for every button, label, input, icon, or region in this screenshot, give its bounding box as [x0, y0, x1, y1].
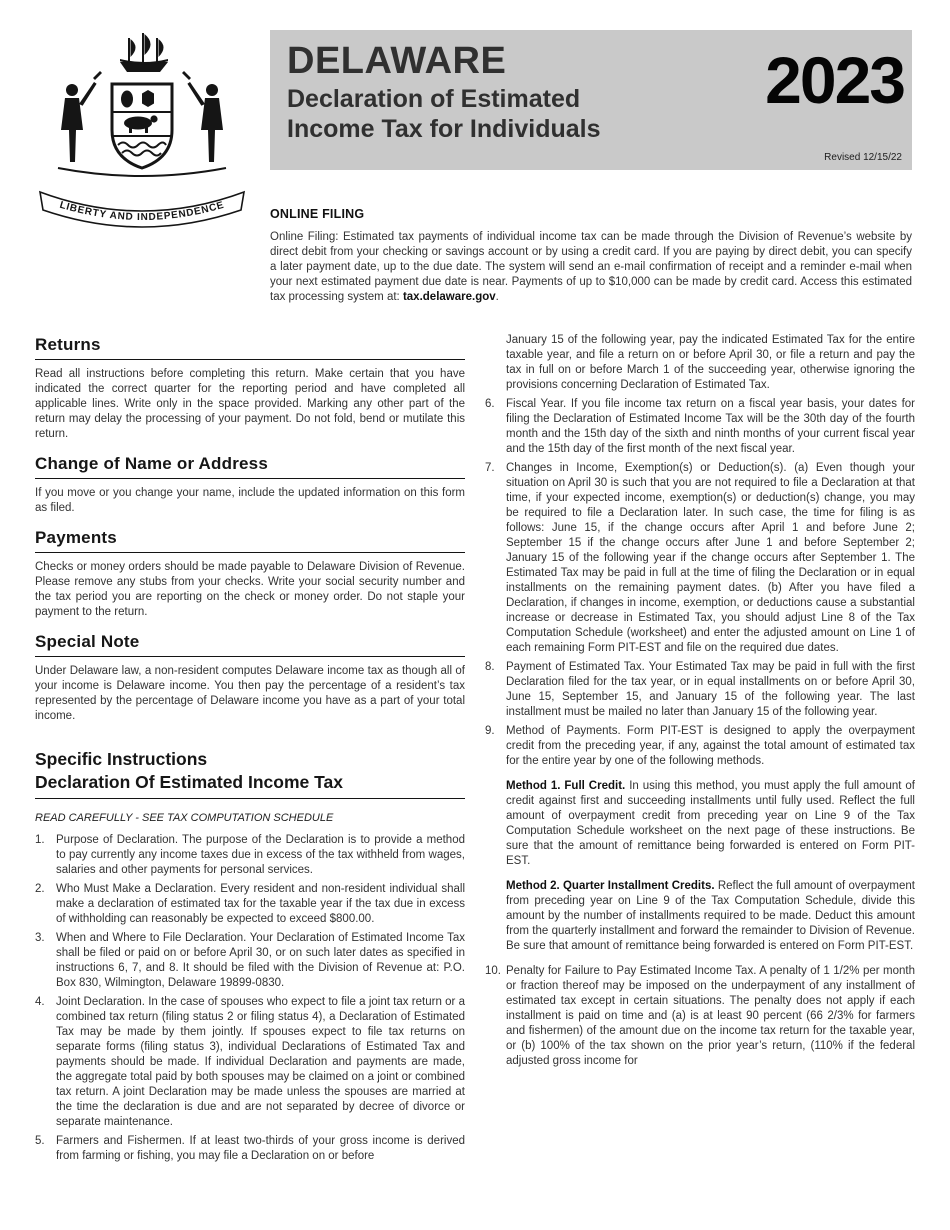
seal-farmer-figure	[61, 71, 102, 162]
method-1-text: In using this method, you must apply the full amount of credit against first and succeeding installments until fully used. Reflect the full amount of overpayment credit from preceding year on Line 9 of the Tax Computation Schedule worksheet on the next page of these instructions. Be sure that the amount of remittance being forwarded is entered on Form PIT-EST.	[506, 780, 915, 867]
instruction-item-2	[35, 882, 465, 927]
instruction-item-10	[485, 964, 915, 1069]
specific-instructions-line1: Specific Instructions	[35, 749, 208, 769]
instruction-item-7	[485, 461, 915, 656]
revision-date: Revised 12/15/22	[824, 152, 902, 163]
special-note-heading: Special Note	[35, 632, 140, 651]
item-text: Method of Payments. Form PIT-EST is designed to apply the overpayment credit from the preceding year, if any, against the total amount of estimated tax for the entire year by one of the following methods.	[506, 725, 915, 767]
instruction-item-5	[35, 1134, 465, 1164]
item-number: 8.	[485, 661, 495, 673]
returns-heading: Returns	[35, 335, 101, 354]
heading-rule	[35, 478, 465, 479]
form-subtitle-line2: Income Tax for Individuals	[287, 115, 601, 143]
online-filing-heading: ONLINE FILING	[270, 207, 365, 221]
item-text: Payment of Estimated Tax. Your Estimated Tax may be paid in full with the first Declaration filed for the tax year, or in equal installments on or before April 30, June 15, September 15, and January 15 of the following year. The last installment must be mailed no later than January 15 of the following year.	[506, 661, 915, 718]
item-number: 7.	[485, 462, 495, 474]
seal-motto-ribbon	[40, 192, 244, 227]
method-2-paragraph	[506, 879, 915, 954]
read-carefully-note: READ CAREFULLY - SEE TAX COMPUTATION SCHEDULE	[35, 812, 334, 824]
item-text: Purpose of Declaration. The purpose of the Declaration is to provide a method to pay currently any income taxes due in excess of the tax withheld from wages, salaries and other payments for personal services.	[56, 834, 465, 876]
special-note-body: Under Delaware law, a non-resident computes Delaware income tax as though all of your income is Delaware income. You then pay the percentage of a resident’s tax represented by the percentage of Delaware income you have as a part of your total income.	[35, 665, 465, 722]
form-title: DELAWARE	[287, 40, 507, 82]
method-2-lead: Method 2. Quarter Installment Credits.	[506, 880, 718, 892]
seal-ship-icon	[120, 33, 168, 72]
online-filing-body	[270, 230, 912, 305]
heading-rule	[35, 552, 465, 553]
method-1-paragraph	[506, 779, 915, 869]
instruction-item-8	[485, 660, 915, 720]
item-number: 2.	[35, 883, 45, 895]
heading-rule	[35, 798, 465, 799]
item-text: Joint Declaration. In the case of spouses who expect to file a joint tax return or a combined tax return (filing status 2 or filing status 4), a Declaration of Estimated Tax may be made by them jointly. If spouses expect to file tax returns on separate forms (filing status 3), individual Declarations of Estimated Tax and payments should be made. If individual Declaration and payments are made, the aggregate total paid by both spouses may be claimed on a joint or combined tax return. A joint Declaration may be made unless the spouses are married at the time the declaration is due and are not separated by decree of divorce or separate maintenance.	[56, 996, 465, 1128]
payments-heading: Payments	[35, 528, 117, 547]
instruction-item-3	[35, 931, 465, 991]
seal-rifleman-figure	[182, 71, 223, 162]
left-column	[35, 333, 465, 1168]
delaware-state-seal-icon	[26, 26, 258, 246]
change-of-name-heading: Change of Name or Address	[35, 454, 268, 473]
item-5-continuation: January 15 of the following year, pay the indicated Estimated Tax for the entire taxable year, and file a return on or before April 30, or file a return and pay the tax in full on or before March 1 of the succeeding year, otherwise ignoring the provisions concerning Declaration of Estimated Tax.	[506, 334, 915, 391]
item-text: Farmers and Fishermen. If at least two-thirds of your gross income is derived from farming or fishing, you may file a Declaration on or before	[56, 1135, 465, 1162]
seal-motto-text: LIBERTY AND INDEPENDENCE	[58, 199, 226, 224]
specific-instructions-line2: Declaration Of Estimated Income Tax	[35, 772, 343, 792]
instruction-item-9	[485, 724, 915, 769]
online-filing-section	[270, 207, 912, 305]
change-of-name-body: If you move or you change your name, include the updated information on this form as filed.	[35, 487, 465, 514]
online-filing-text: Online Filing: Estimated tax payments of individual income tax can be made through the Division of Revenue’s website by direct debit from your checking or savings account or by using a credit card. If you are paying by direct debit, you can specify a later payment date, up to the due date. The system will send an e-mail confirmation of receipt and a reminder e-mail when your next estimated payment due date is near. Payments of up to $10,000 can be made by credit card. Access this estimated tax processing system at:	[270, 231, 912, 303]
form-header	[270, 30, 912, 170]
instructions-columns	[35, 333, 915, 1168]
item-number: 1.	[35, 834, 45, 846]
item-text: Fiscal Year. If you file income tax return on a fiscal year basis, your dates for filing the Declaration of Estimated Income Tax will be the 30th day of the fourth month and the 15th day of the sixth and ninth months of your current fiscal year and the 15th day of the first month of the next fiscal year.	[506, 398, 915, 455]
online-filing-period: .	[495, 291, 499, 303]
item-text: Penalty for Failure to Pay Estimated Income Tax. A penalty of 1 1/2% per month or fraction thereof may be imposed on the underpayment of any installment of estimated tax except in certain situations. The penalty does not apply if each installment is paid on time and (a) is at least 90 percent (66 2/3% for farmers and fishermen) of the amount due on the income tax return for the taxable year, or (b) 100% of the tax shown on the prior year’s return, (110% if the federal adjusted gross income for	[506, 965, 915, 1067]
item-text: When and Where to File Declaration. Your Declaration of Estimated Income Tax shall be filed or paid on or before April 30, or on such later dates as specified in instructions 6, 7, and 8. It should be filed with the Division of Revenue at: P.O. Box 830, Wilmington, Delaware 19899-0830.	[56, 932, 465, 989]
method-1-lead: Method 1. Full Credit.	[506, 780, 630, 792]
item-number: 9.	[485, 725, 495, 737]
method-2-text: Reflect the full amount of overpayment from preceding year on Line 9 of the Tax Computation Schedule, divide this amount by the number of installments required to be made. Deduct this amount from the quarterly installment and forward the remainder to Division of Revenue. Be sure that amount of remittance being forwarded is entered on Form PIT-EST.	[506, 880, 915, 952]
item-number: 4.	[35, 996, 45, 1008]
item-number: 5.	[35, 1135, 45, 1147]
instruction-item-6	[485, 397, 915, 457]
instruction-item-1	[35, 833, 465, 878]
tax-year: 2023	[765, 43, 904, 117]
item-text: Changes in Income, Exemption(s) or Deduction(s). (a) Even though your situation on April 30 is such that you are not required to file a Declaration at that time, if your expected income, exemption(s) or deduction(s) change, you may be required to file a Declaration later. In such case, the time for filing is as follows: June 15, if the change occurs after April 1 and before June 2; September 15 if the change occurs after June 1 and before September 2; January 15 of the following year if the change occurs after September 1. The Estimated Tax may be paid in full at the time of filing the Declaration or in equal installments on the remaining payment dates. (b) After you have filed a Declaration, if changes in income, exemption, or deductions cause a substantial increase or decrease in Estimated Tax, you should adjust Line 8 of the Tax Computation Schedule (worksheet) and enter the adjusted amount on Line 1 of each remaining Form PIT-EST and file on the required due dates.	[506, 462, 915, 654]
item-number: 6.	[485, 398, 495, 410]
returns-body: Read all instructions before completing this return. Make certain that you have indicated the correct quarter for the reporting period and have completed all applicable lines. Write only in the space provided. Marking any other part of the return may delay the processing of your payment. Do not fold, bend or mutilate this return.	[35, 368, 465, 440]
heading-rule	[35, 656, 465, 657]
payments-body: Checks or money orders should be made payable to Delaware Division of Revenue. Please remove any stubs from your checks. Write your social security number and the tax period you are reporting on the check or money order. Do not staple your payment to the return.	[35, 561, 465, 618]
specific-instructions-heading	[35, 748, 465, 794]
right-column	[485, 333, 915, 1073]
item-number: 10.	[485, 965, 501, 977]
tax-delaware-gov-link[interactable]: tax.delaware.gov	[402, 291, 496, 303]
form-subtitle-line1: Declaration of Estimated	[287, 85, 581, 113]
seal-shield-icon	[112, 84, 172, 168]
heading-rule	[35, 359, 465, 360]
instruction-item-4	[35, 995, 465, 1130]
item-number: 3.	[35, 932, 45, 944]
item-text: Who Must Make a Declaration. Every resident and non-resident individual shall make a declaration of estimated tax for the taxable year if the tax due in excess of withholding can reasonably be expected to exceed $800.00.	[56, 883, 465, 925]
